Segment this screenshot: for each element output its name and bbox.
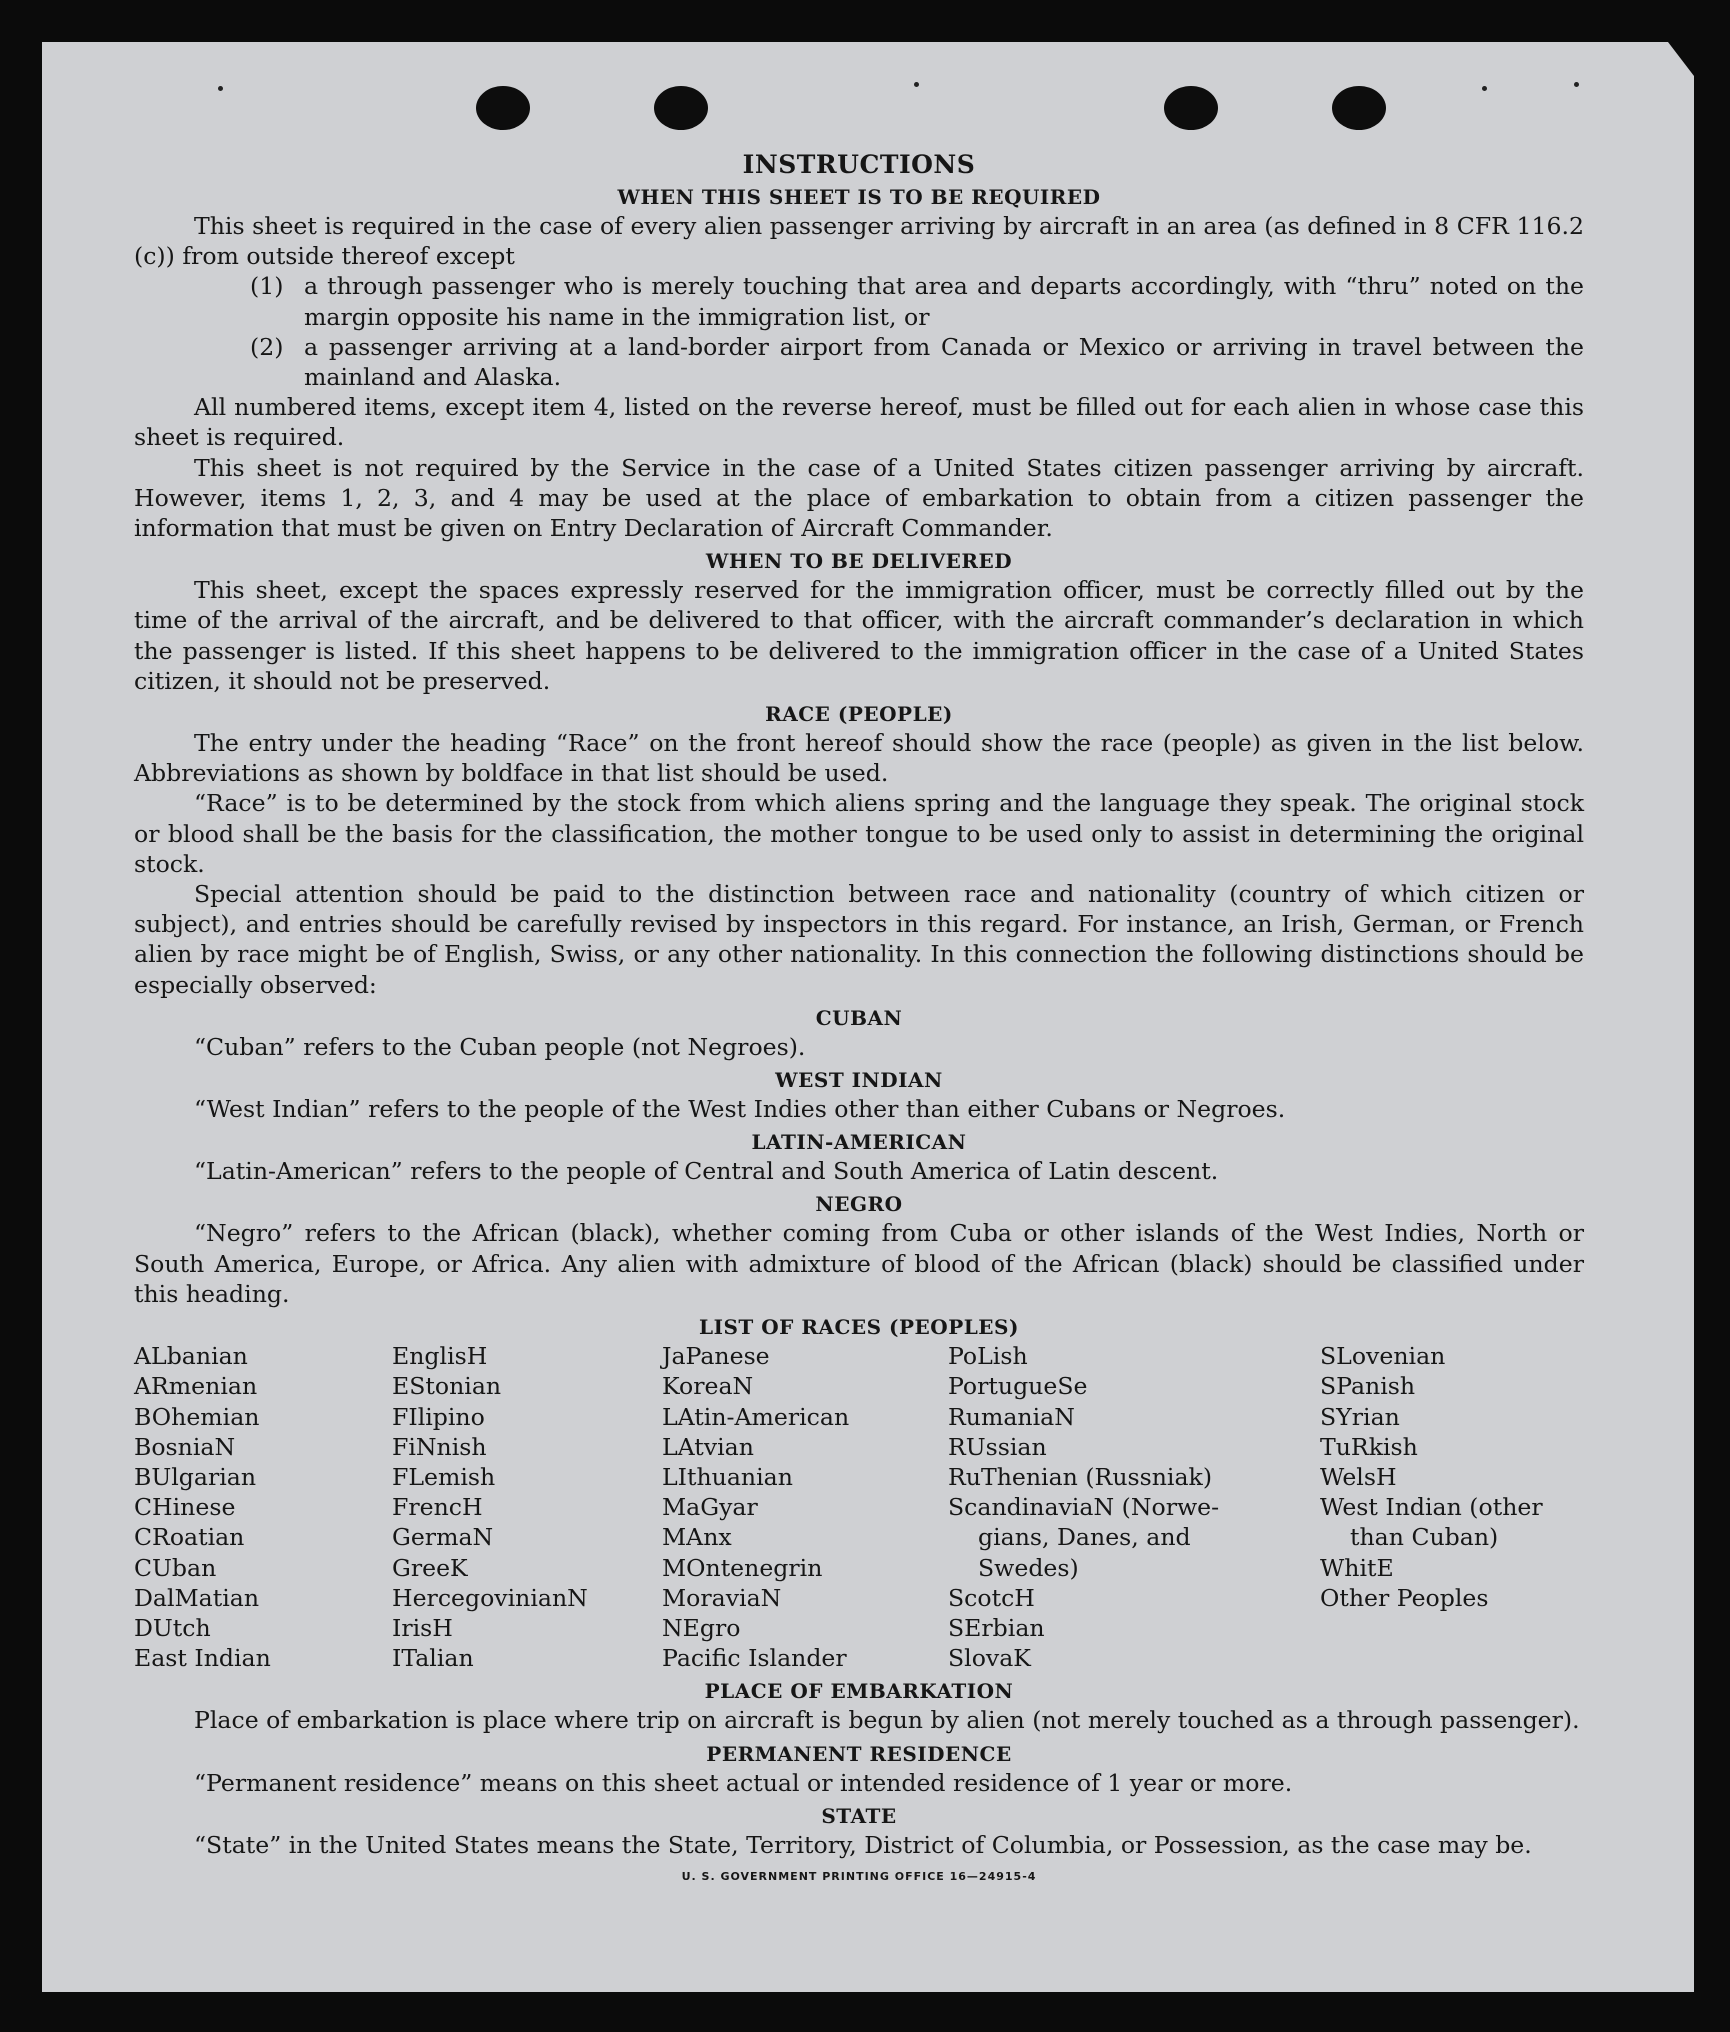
heading-state: STATE — [821, 1803, 897, 1828]
heading-race: RACE (PEOPLE) — [765, 702, 953, 727]
folded-corner — [1668, 42, 1694, 76]
race-entry: MAnx — [662, 1523, 732, 1552]
paragraph-west-indian: “West Indian” refers to the people of the West Indies other than either Cubans or Negroes. — [194, 1095, 1286, 1124]
races-column-5 — [1320, 1341, 1578, 1673]
heading-negro: NEGRO — [815, 1192, 903, 1217]
race-entry: SPanish — [1320, 1372, 1416, 1401]
paragraph-latin-american: “Latin-American” refers to the people of Central and South America of Latin descent. — [194, 1157, 1219, 1186]
heading-when-delivered: WHEN TO BE DELIVERED — [705, 549, 1013, 574]
race-entry: SErbian — [948, 1613, 1045, 1642]
race-entry: EStonian — [392, 1372, 502, 1401]
race-entry: West Indian (other — [1320, 1493, 1543, 1522]
race-entry: Other Peoples — [1320, 1583, 1489, 1612]
race-entry: MaGyar — [662, 1493, 758, 1522]
race-entry: FiNnish — [392, 1432, 487, 1461]
exception-item-2 — [134, 332, 1584, 392]
race-entry: JaPanese — [662, 1342, 770, 1371]
race-entry: PortugueSe — [948, 1372, 1088, 1401]
heading-when-required: WHEN THIS SHEET IS TO BE REQUIRED — [617, 185, 1101, 209]
race-entry: SLovenian — [1320, 1342, 1446, 1371]
race-entry: MoraviaN — [662, 1583, 782, 1612]
page-title: INSTRUCTIONS — [742, 150, 976, 179]
race-entry: RumaniaN — [948, 1402, 1075, 1431]
heading-latin-american: LATIN-AMERICAN — [751, 1130, 967, 1155]
race-entry-continued: Swedes) — [978, 1553, 1079, 1582]
paragraph-race-2: “Race” is to be determined by the stock from which aliens spring and the language they speak. The original stock or blood shall be the basis for the classification, the mother tongue to be used only to assist in determining the original stock. — [134, 789, 1584, 878]
race-entry: SYrian — [1320, 1402, 1400, 1431]
paragraph-race-3: Special attention should be paid to the distinction between race and nationality (country of which citizen or subject), and entries should be carefully revised by inspectors in this regard. For instance, an Irish, German, or French alien by race might be of English, Swiss, or any other nationality. In this connection the following distinctions should be especially observed: — [134, 880, 1584, 999]
speck — [1482, 86, 1487, 91]
race-entry: SlovaK — [948, 1644, 1031, 1673]
paragraph-numbered-items: All numbered items, except item 4, listed on the reverse hereof, must be filled out for each alien in whose case this sheet is required. — [134, 393, 1584, 452]
paragraph-required-intro: This sheet is required in the case of every alien passenger arriving by aircraft in an area (as defined in 8 CFR 116.2 (c)) from outside thereof except — [134, 212, 1584, 271]
race-entry: RuThenian (Russniak) — [948, 1462, 1213, 1491]
heading-embarkation: PLACE OF EMBARKATION — [704, 1679, 1014, 1704]
race-entry: MOntenegrin — [662, 1553, 823, 1582]
item-number: (1) — [250, 272, 284, 301]
race-entry: East Indian — [134, 1644, 271, 1673]
race-entry: BUlgarian — [134, 1462, 257, 1491]
item-text: a passenger arriving at a land-border airport from Canada or Mexico or arriving in travel between the mainland and Alaska. — [304, 332, 1584, 392]
race-entry: WelsH — [1320, 1462, 1397, 1491]
race-entry: GreeK — [392, 1553, 468, 1582]
races-column-1 — [134, 1341, 392, 1673]
race-entry: BosniaN — [134, 1432, 236, 1461]
paragraph-embarkation: Place of embarkation is place where trip on aircraft is begun by alien (not merely touched as a through passenger). — [194, 1706, 1580, 1735]
speck — [218, 86, 223, 91]
item-number: (2) — [250, 332, 284, 361]
race-entry: IrisH — [392, 1613, 453, 1642]
race-entry: BOhemian — [134, 1402, 260, 1431]
punch-hole-2 — [654, 86, 708, 130]
race-entry: ITalian — [392, 1644, 474, 1673]
race-entry: LIthuanian — [662, 1462, 793, 1491]
race-entry: EnglisH — [392, 1342, 488, 1371]
punch-hole-4 — [1332, 86, 1386, 130]
race-entry: LAtin-American — [662, 1402, 850, 1431]
race-entry: TuRkish — [1320, 1432, 1418, 1461]
races-column-2 — [392, 1341, 662, 1673]
paragraph-cuban: “Cuban” refers to the Cuban people (not Negroes). — [194, 1032, 806, 1061]
race-entry: Pacific Islander — [662, 1644, 847, 1673]
paragraph-permanent-residence: “Permanent residence” means on this sheet actual or intended residence of 1 year or more. — [194, 1768, 1293, 1797]
race-entry: WhitE — [1320, 1553, 1394, 1582]
race-entry: FIlipino — [392, 1402, 485, 1431]
printing-office-footer: U. S. GOVERNMENT PRINTING OFFICE 16—24915-4 — [681, 1869, 1037, 1883]
race-entry: ScandinaviaN (Norwe- — [948, 1493, 1220, 1522]
race-entry: DalMatian — [134, 1583, 260, 1612]
paragraph-state: “State” in the United States means the State, Territory, District of Columbia, or Possession, as the case may be. — [194, 1830, 1532, 1859]
race-entry-continued: than Cuban) — [1350, 1523, 1499, 1552]
race-entry: ScotcH — [948, 1583, 1035, 1612]
paragraph-race-1: The entry under the heading “Race” on the front hereof should show the race (people) as given in the list below. Abbreviations as shown by boldface in that list should be used. — [134, 729, 1584, 788]
heading-cuban: CUBAN — [815, 1005, 903, 1030]
race-entry: RUssian — [948, 1432, 1047, 1461]
punch-hole-3 — [1164, 86, 1218, 130]
heading-list-of-races: LIST OF RACES (PEOPLES) — [699, 1315, 1019, 1340]
race-entry: LAtvian — [662, 1432, 754, 1461]
heading-west-indian: WEST INDIAN — [775, 1068, 943, 1093]
race-entry: CRoatian — [134, 1523, 245, 1552]
race-entry: DUtch — [134, 1613, 211, 1642]
speck — [914, 82, 919, 87]
race-entry-continued: gians, Danes, and — [978, 1523, 1191, 1552]
exception-item-1 — [134, 271, 1584, 331]
race-entry: CHinese — [134, 1493, 236, 1522]
race-entry: FrencH — [392, 1493, 483, 1522]
race-entry: ALbanian — [134, 1342, 248, 1371]
race-entry: CUban — [134, 1553, 217, 1582]
race-entry: HercegovinianN — [392, 1583, 588, 1612]
item-text: a through passenger who is merely touching that area and departs accordingly, with “thru” noted on the margin opposite his name in the immigration list, or — [304, 272, 1584, 331]
paragraph-citizen: This sheet is not required by the Service in the case of a United States citizen passenger arriving by aircraft. However, items 1, 2, 3, and 4 may be used at the place of embarkation to obtain from a citizen passenger the information that must be given on Entry Declaration of Aircraft Commander. — [134, 453, 1584, 543]
race-entry: PoLish — [948, 1342, 1028, 1371]
speck — [1574, 82, 1579, 87]
races-column-4 — [948, 1341, 1260, 1673]
race-entry: FLemish — [392, 1462, 496, 1491]
races-list — [134, 1341, 1584, 1673]
paragraph-negro: “Negro” refers to the African (black), whether coming from Cuba or other islands of the West Indies, North or South America, Europe, or Africa. Any alien with admixture of blood of the African (black) should be classified under this heading. — [134, 1219, 1584, 1308]
race-entry: NEgro — [662, 1613, 741, 1642]
races-column-3 — [662, 1341, 948, 1673]
race-entry: KoreaN — [662, 1372, 754, 1401]
race-entry: GermaN — [392, 1523, 494, 1552]
heading-permanent-residence: PERMANENT RESIDENCE — [706, 1741, 1012, 1766]
punch-hole-1 — [476, 86, 530, 130]
document-sheet — [42, 42, 1694, 1992]
race-entry: ARmenian — [134, 1372, 258, 1401]
paragraph-delivery: This sheet, except the spaces expressly reserved for the immigration officer, must be correctly filled out by the time of the arrival of the aircraft, and be delivered to that officer, with the aircraft commander’s declaration in which the passenger is listed. If this sheet happens to be delivered to the immigration officer in the case of a United States citizen, it should not be preserved. — [134, 576, 1584, 695]
